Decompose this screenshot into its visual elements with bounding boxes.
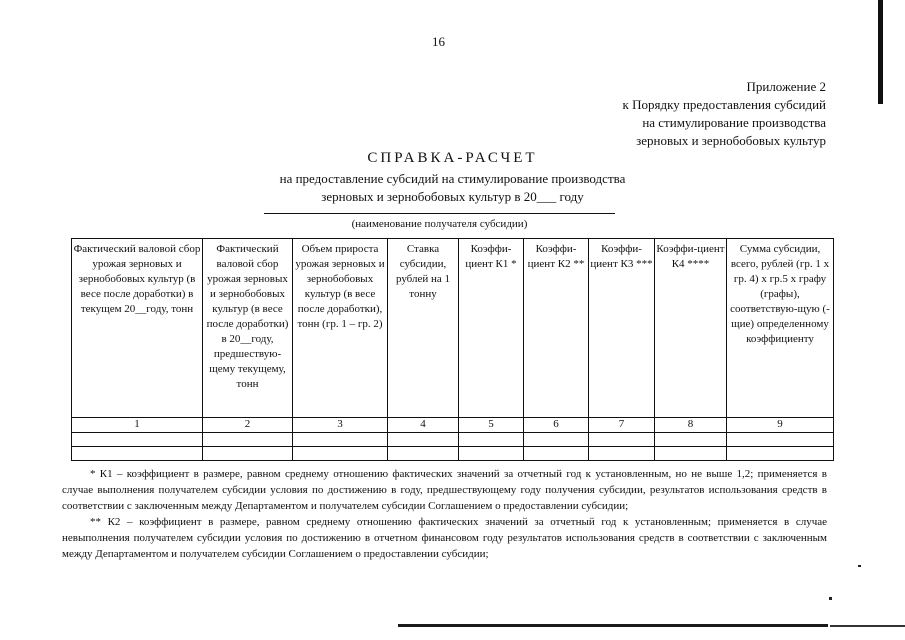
scan-edge-bar [878,0,883,104]
table-cell[interactable] [203,433,293,447]
table-cell[interactable] [524,447,589,461]
table-cell[interactable] [72,447,203,461]
column-number-cell: 5 [459,418,524,433]
scan-bottom-bar [398,624,828,627]
table-cell[interactable] [72,433,203,447]
table-cell[interactable] [727,433,834,447]
table-cell[interactable] [589,433,655,447]
document-title: СПРАВКА-РАСЧЕТ [367,150,538,166]
table-cell[interactable] [293,447,388,461]
subtitle-line: зерновых и зернобобовых культур в 20___ году [321,189,584,204]
table-cell[interactable] [524,433,589,447]
column-number-cell: 9 [727,418,834,433]
table-cell[interactable] [388,447,459,461]
header-cell: Объем прироста урожая зерновых и зернобобовых культур (в весе после доработки), тонн (гр. 1 – гр. 2) [293,239,388,418]
table-cell[interactable] [459,433,524,447]
calculation-table [71,238,834,461]
table-cell[interactable] [388,433,459,447]
footnotes [62,466,827,562]
recipient-name-line [264,213,615,214]
header-cell: Ставка субсидии, рублей на 1 тонну [388,239,459,418]
scan-bottom-bar-thin [830,625,905,627]
header-cell: Фактический валовой сбор урожая зерновых и зернобобовых культур (в весе после доработки) в 20__году, предшествую-щему текущему, тонн [203,239,293,418]
footnote-k1: * К1 – коэффициент в размере, равном среднему отношению фактических значений за отчетный год к установленным, но не выше 1,2; применяется в случае выполнения получателем субсидии условия по достижению в году, предшествующему году получения субсидии, результатов использования средств в соответствии с заключенным между Департаментом и получателем субсидии Соглашением о предоставлении субсидии; [62,468,827,512]
column-number-cell: 4 [388,418,459,433]
table-row [72,433,834,447]
column-number-cell: 3 [293,418,388,433]
header-cell: Коэффи-циент К2 ** [524,239,589,418]
header-cell: Коэффи-циент К1 * [459,239,524,418]
column-number-cell: 2 [203,418,293,433]
column-number-row [72,418,834,433]
appendix-line: зерновых и зернобобовых культур [636,133,826,148]
header-cell: Фактический валовой сбор урожая зерновых и зернобобовых культур (в весе после доработки) в текущем 20__году, тонн [72,239,203,418]
table-cell[interactable] [589,447,655,461]
scan-speck [829,597,832,600]
table-cell[interactable] [459,447,524,461]
header-cell: Сумма субсидии, всего, рублей (гр. 1 х гр. 4) х гр.5 х графу (графы), соответствую-щую (-щие) определенному коэффициенту [727,239,834,418]
table-cell[interactable] [203,447,293,461]
table-header-row [72,239,834,418]
table-cell[interactable] [293,433,388,447]
column-number-cell: 1 [72,418,203,433]
page-number: 16 [432,34,445,49]
table-cell[interactable] [727,447,834,461]
header-cell: Коэффи-циент К3 *** [589,239,655,418]
header-cell: Коэффи-циент К4 **** [655,239,727,418]
table-row [72,447,834,461]
appendix-header [623,78,826,150]
scan-speck [858,565,861,567]
appendix-line: на стимулирование производства [642,115,826,130]
footnote-k2: ** К2 – коэффициент в размере, равном среднему отношению фактических значений за отчетный год к установленным; применяется в случае невыполнения получателем субсидии условия по достижению в отчетном финансовом году результатов использования средств в соответствии с заключенным между Департаментом и получателем субсидии Соглашением о предоставлении субсидии; [62,516,827,560]
column-number-cell: 7 [589,418,655,433]
recipient-caption: (наименование получателя субсидии) [351,218,528,230]
subtitle-line: на предоставление субсидий на стимулирование производства [279,171,626,186]
appendix-line: Приложение 2 [746,79,826,94]
appendix-line: к Порядку предоставления субсидий [622,97,826,112]
document-subtitle [0,170,905,206]
column-number-cell: 8 [655,418,727,433]
column-number-cell: 6 [524,418,589,433]
table-cell[interactable] [655,447,727,461]
table-cell[interactable] [655,433,727,447]
